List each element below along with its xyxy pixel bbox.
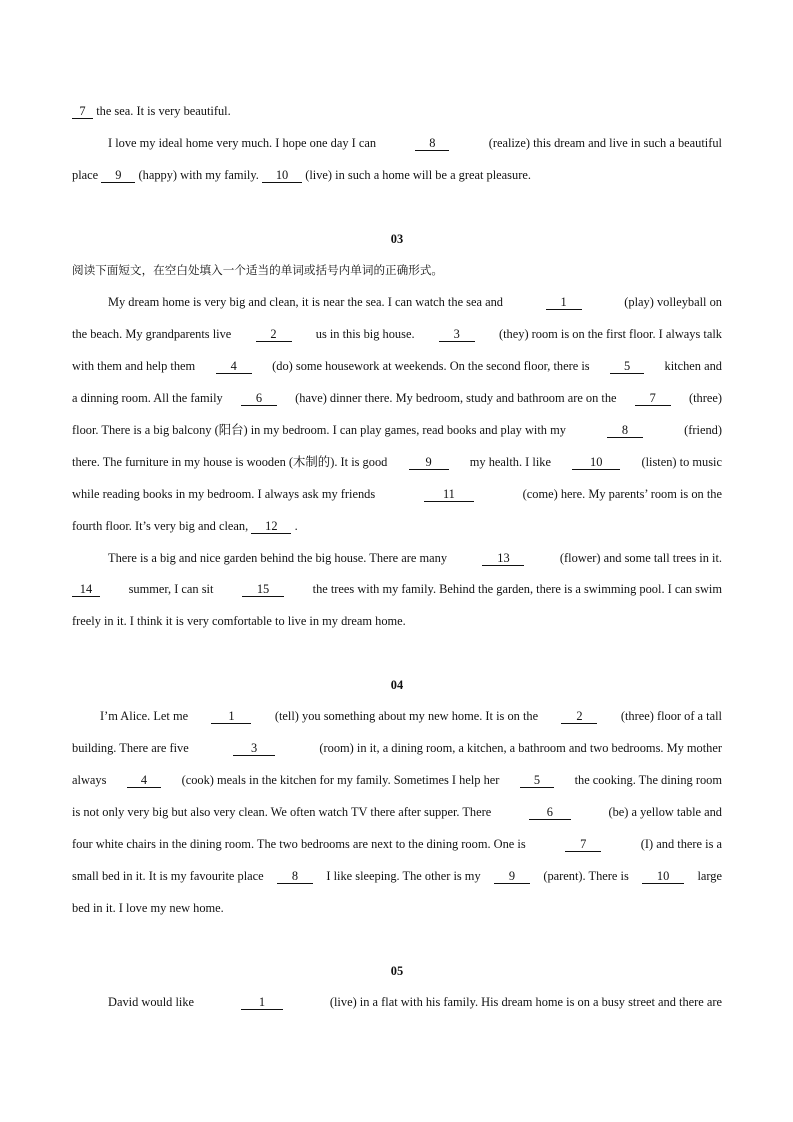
s03-line-1: [108, 294, 722, 310]
blank-6[interactable]: 6: [529, 806, 571, 820]
blank-3[interactable]: 3: [439, 328, 475, 342]
blank-2[interactable]: 2: [256, 328, 292, 342]
blank-13[interactable]: 13: [482, 552, 524, 566]
s04-line-2: [72, 740, 722, 756]
text: place: [72, 168, 99, 182]
s03-line-7: [72, 486, 722, 502]
s04-line-6: [72, 868, 722, 884]
blank-7[interactable]: 7: [635, 392, 671, 406]
s03-line-8: [72, 518, 722, 534]
text: always: [72, 773, 107, 787]
blank-1[interactable]: 1: [241, 996, 283, 1010]
text: I like sleeping. The other is my: [326, 869, 481, 883]
blank-1[interactable]: 1: [211, 710, 251, 724]
blank-3[interactable]: 3: [233, 742, 275, 756]
text: My dream home is very big and clean, it is near the sea. I can watch the sea and: [108, 295, 503, 309]
text: four white chairs in the dining room. The two bedrooms are next to the dining room. One is: [72, 837, 526, 851]
text: the sea. It is very beautiful.: [96, 104, 231, 118]
text: (I) and there is a: [640, 837, 722, 851]
instruction: 阅读下面短文，在空白处填入一个适当的单词或括号内单词的正确形式。: [72, 263, 444, 277]
text: I love my ideal home very much. I hope one day I can: [108, 136, 377, 150]
blank-4[interactable]: 4: [127, 774, 161, 788]
section-heading-05: 05: [390, 964, 404, 978]
text: with them and help them: [72, 359, 196, 373]
blank-7[interactable]: 7: [72, 105, 93, 119]
prev-line-1: [72, 103, 722, 119]
blank-9[interactable]: 9: [494, 870, 530, 884]
s03-line-9: [108, 550, 722, 566]
s03-line-5: [72, 422, 722, 438]
prev-line-3: [72, 167, 722, 183]
blank-5[interactable]: 5: [520, 774, 554, 788]
blank-14[interactable]: 14: [72, 583, 100, 597]
blank-6[interactable]: 6: [241, 392, 277, 406]
s04-line-3: [72, 772, 722, 788]
text: (three): [688, 391, 722, 405]
blank-8[interactable]: 8: [607, 424, 643, 438]
text: (have) dinner there. My bedroom, study and bathroom are on the: [295, 391, 617, 405]
text: the beach. My grandparents live: [72, 327, 232, 341]
text: freely in it. I think it is very comfortable to live in my dream home.: [72, 614, 406, 628]
text: (listen) to music: [641, 455, 722, 469]
blank-10[interactable]: 10: [642, 870, 684, 884]
text: us in this big house.: [315, 327, 415, 341]
text: floor. There is a big balcony (阳台) in my bedroom. I can play games, read books and play with my: [72, 423, 566, 437]
prev-line-2: [108, 135, 722, 151]
text: (play) volleyball on: [624, 295, 722, 309]
s03-line-2: [72, 326, 722, 342]
blank-15[interactable]: 15: [242, 583, 284, 597]
text: is not only very big but also very clean. We often watch TV there after supper. There: [72, 805, 492, 819]
s05-line-1: [108, 994, 722, 1010]
text: David would like: [108, 995, 195, 1009]
blank-8[interactable]: 8: [415, 137, 449, 151]
s03-line-6: [72, 454, 722, 470]
text: (realize) this dream and live in such a beautiful: [488, 136, 722, 150]
s04-line-7: [72, 900, 722, 916]
text: building. There are five: [72, 741, 189, 755]
text: fourth floor. It’s very big and clean,: [72, 519, 249, 533]
blank-10[interactable]: 10: [262, 169, 302, 183]
text: (live) in a flat with his family. His dream home is on a busy street and there are: [329, 995, 722, 1009]
text: (tell) you something about my new home. It is on the: [274, 709, 539, 723]
text: (flower) and some tall trees in it.: [559, 551, 722, 565]
s03-line-3: [72, 358, 722, 374]
s04-line-1: [100, 708, 722, 724]
text: There is a big and nice garden behind the big house. There are many: [108, 551, 448, 565]
text: summer, I can sit: [128, 582, 214, 596]
text: while reading books in my bedroom. I always ask my friends: [72, 487, 376, 501]
blank-8[interactable]: 8: [277, 870, 313, 884]
text: the cooking. The dining room: [574, 773, 722, 787]
blank-10[interactable]: 10: [572, 456, 620, 470]
text: a dinning room. All the family: [72, 391, 223, 405]
s03-line-4: [72, 390, 722, 406]
blank-2[interactable]: 2: [561, 710, 597, 724]
text: the trees with my family. Behind the garden, there is a swimming pool. I can swim: [312, 582, 722, 596]
text: (cook) meals in the kitchen for my family. Sometimes I help her: [181, 773, 500, 787]
text: (do) some housework at weekends. On the second floor, there is: [272, 359, 590, 373]
blank-9[interactable]: 9: [101, 169, 135, 183]
text: (friend): [684, 423, 722, 437]
s03-line-11: [72, 613, 722, 629]
text: small bed in it. It is my favourite place: [72, 869, 264, 883]
text: (parent). There is: [543, 869, 629, 883]
text: (live) in such a home will be a great pleasure.: [305, 168, 531, 182]
blank-5[interactable]: 5: [610, 360, 644, 374]
text: kitchen and: [664, 359, 722, 373]
text: (be) a yellow table and: [608, 805, 722, 819]
text: bed in it. I love my new home.: [72, 901, 224, 915]
blank-9[interactable]: 9: [409, 456, 449, 470]
text: (three) floor of a tall: [620, 709, 722, 723]
text: large: [697, 869, 722, 883]
text: there. The furniture in my house is wooden (木制的). It is good: [72, 455, 388, 469]
s03-line-10: [72, 581, 722, 597]
text: (happy) with my family.: [138, 168, 259, 182]
text: .: [294, 519, 298, 533]
s04-line-4: [72, 804, 722, 820]
blank-12[interactable]: 12: [251, 520, 291, 534]
blank-11[interactable]: 11: [424, 488, 474, 502]
text: (they) room is on the first floor. I always talk: [498, 327, 722, 341]
s04-line-5: [72, 836, 722, 852]
text: (room) in it, a dining room, a kitchen, a bathroom and two bedrooms. My mother: [319, 741, 722, 755]
blank-7[interactable]: 7: [565, 838, 601, 852]
blank-1[interactable]: 1: [546, 296, 582, 310]
text: (come) here. My parents’ room is on the: [522, 487, 722, 501]
section-heading-04: 04: [390, 678, 404, 692]
text: my health. I like: [469, 455, 551, 469]
text: I’m Alice. Let me: [100, 709, 189, 723]
section-heading-03: 03: [390, 232, 404, 246]
blank-4[interactable]: 4: [216, 360, 252, 374]
